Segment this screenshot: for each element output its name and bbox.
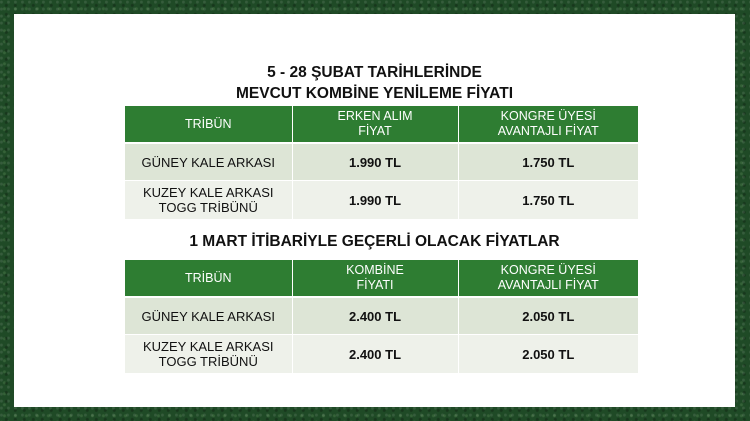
table-row bbox=[125, 335, 638, 374]
section-2-heading: 1 MART İTİBARİYLE GEÇERLİ OLACAK FİYATLAR bbox=[189, 233, 560, 250]
table-row bbox=[125, 181, 638, 220]
price-cell: 1.990 TL bbox=[292, 181, 458, 220]
header-tribune-label: TRİBÜN bbox=[184, 116, 232, 131]
renewal-price-table bbox=[125, 106, 638, 220]
header-member-price bbox=[458, 260, 638, 297]
header-tribune-label: TRİBÜN bbox=[184, 270, 232, 285]
price-cell: 1.990 TL bbox=[292, 143, 458, 181]
header-member-price-line1: KONGRE ÜYESİ bbox=[500, 263, 596, 277]
header-member-price-line1: KONGRE ÜYESİ bbox=[500, 109, 596, 123]
tribune-cell bbox=[125, 335, 292, 374]
member-price-cell: 2.050 TL bbox=[458, 335, 638, 374]
price-cell: 2.400 TL bbox=[292, 297, 458, 335]
header-tribune bbox=[125, 260, 292, 297]
header-tribune bbox=[125, 106, 292, 143]
table-header-row bbox=[125, 106, 638, 143]
header-early-price bbox=[292, 106, 458, 143]
header-season-price-line2: FİYATI bbox=[356, 278, 394, 292]
tribune-line1: KUZEY KALE ARKASI bbox=[142, 339, 274, 354]
price-cell: 2.400 TL bbox=[292, 335, 458, 374]
heading-line-1: 5 - 28 ŞUBAT TARİHLERİNDE bbox=[267, 64, 482, 81]
tribune-cell bbox=[125, 181, 292, 220]
header-season-price-line1: KOMBİNE bbox=[346, 263, 404, 277]
price-card bbox=[14, 14, 735, 407]
header-early-price-line1: ERKEN ALIM bbox=[337, 109, 413, 123]
member-price-cell: 2.050 TL bbox=[458, 297, 638, 335]
table-row bbox=[125, 143, 638, 181]
header-member-price-line2: AVANTAJLI FİYAT bbox=[497, 124, 599, 138]
tribune-line2: TOGG TRİBÜNÜ bbox=[158, 200, 258, 215]
heading-line-2: MEVCUT KOMBİNE YENİLEME FİYATI bbox=[235, 85, 514, 102]
tribune-line1: KUZEY KALE ARKASI bbox=[142, 185, 274, 200]
header-member-price-line2: AVANTAJLI FİYAT bbox=[497, 278, 599, 292]
new-price-table bbox=[125, 260, 638, 374]
tribune-cell: GÜNEY KALE ARKASI bbox=[125, 297, 292, 335]
tribune-line2: TOGG TRİBÜNÜ bbox=[158, 354, 258, 369]
header-season-price bbox=[292, 260, 458, 297]
header-early-price-line2: FİYAT bbox=[358, 124, 392, 138]
table-row bbox=[125, 297, 638, 335]
table-header-row bbox=[125, 260, 638, 297]
member-price-cell: 1.750 TL bbox=[458, 181, 638, 220]
header-member-price bbox=[458, 106, 638, 143]
member-price-cell: 1.750 TL bbox=[458, 143, 638, 181]
tribune-cell: GÜNEY KALE ARKASI bbox=[125, 143, 292, 181]
